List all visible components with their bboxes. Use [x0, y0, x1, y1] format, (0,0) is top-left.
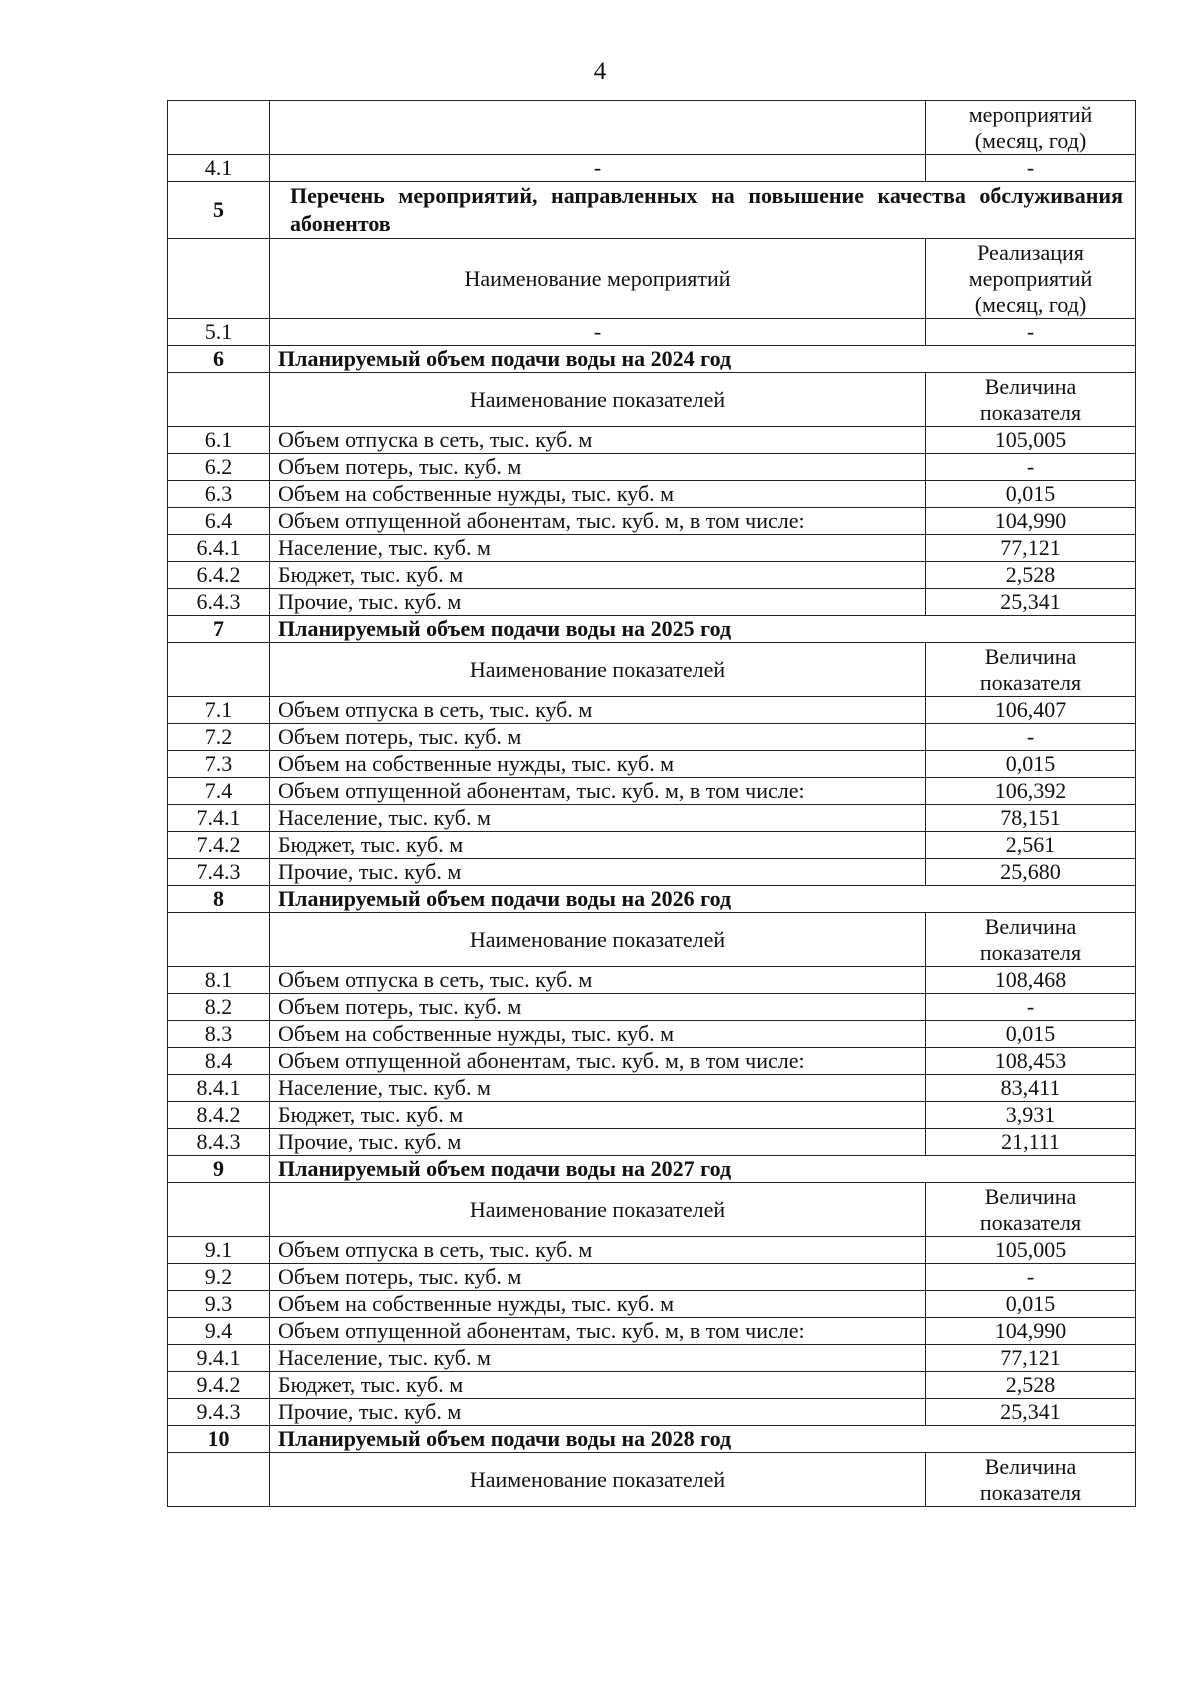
row-number: 7.4 — [168, 778, 270, 805]
table-row — [168, 1318, 1136, 1345]
header-line: Величина — [984, 913, 1077, 939]
row-number: 8.1 — [168, 967, 270, 994]
section-number: 6 — [168, 346, 270, 373]
section-number: 7 — [168, 616, 270, 643]
column-header-value — [926, 913, 1136, 967]
section-number: 9 — [168, 1156, 270, 1183]
indicator-value: 25,341 — [926, 1399, 1136, 1426]
indicator-name: Объем отпущенной абонентам, тыс. куб. м, в том числе: — [270, 1048, 926, 1075]
header-line: показателя — [979, 399, 1082, 425]
indicator-name: Объем потерь, тыс. куб. м — [270, 454, 926, 481]
row-number: 7.1 — [168, 697, 270, 724]
indicator-name: Население, тыс. куб. м — [270, 535, 926, 562]
header-line: мероприятий — [968, 101, 1093, 127]
row-number: 5.1 — [168, 319, 270, 346]
table-row — [168, 1129, 1136, 1156]
indicator-value: 108,468 — [926, 967, 1136, 994]
indicator-value: - — [926, 454, 1136, 481]
section-row — [168, 182, 1136, 239]
table-row — [168, 697, 1136, 724]
header-line: мероприятий — [968, 265, 1093, 291]
indicator-value: 2,561 — [926, 832, 1136, 859]
indicator-name: - — [270, 319, 926, 346]
table-row — [168, 1345, 1136, 1372]
section-row — [168, 346, 1136, 373]
header-line: показателя — [979, 1479, 1082, 1505]
table-row — [168, 427, 1136, 454]
column-header-row — [168, 643, 1136, 697]
indicator-name: Объем отпущенной абонентам, тыс. куб. м, в том числе: — [270, 1318, 926, 1345]
indicator-value: 21,111 — [926, 1129, 1136, 1156]
header-number-cell — [168, 373, 270, 427]
indicator-name: Прочие, тыс. куб. м — [270, 1399, 926, 1426]
table-row — [168, 832, 1136, 859]
row-number: 8.3 — [168, 1021, 270, 1048]
column-header-name: Наименование показателей — [270, 373, 926, 427]
header-line: Величина — [984, 1453, 1077, 1479]
section-number: 10 — [168, 1426, 270, 1453]
row-number: 8.2 — [168, 994, 270, 1021]
row-number: 6.4.2 — [168, 562, 270, 589]
table-row — [168, 859, 1136, 886]
column-header-value — [926, 1183, 1136, 1237]
row-number: 9.4.2 — [168, 1372, 270, 1399]
indicator-value: - — [926, 1264, 1136, 1291]
indicator-name: Объем на собственные нужды, тыс. куб. м — [270, 481, 926, 508]
section-title: Планируемый объем подачи воды на 2028 год — [270, 1426, 1136, 1453]
indicator-name: Бюджет, тыс. куб. м — [270, 1102, 926, 1129]
indicator-name: Объем потерь, тыс. куб. м — [270, 1264, 926, 1291]
column-header-row — [168, 1183, 1136, 1237]
table-row — [168, 751, 1136, 778]
section-row — [168, 886, 1136, 913]
table-row — [168, 1399, 1136, 1426]
row-number: 9.3 — [168, 1291, 270, 1318]
column-header-name: Наименование показателей — [270, 1453, 926, 1507]
row-number: 6.4.3 — [168, 589, 270, 616]
table-row — [168, 778, 1136, 805]
row-number: 8.4.1 — [168, 1075, 270, 1102]
table-row — [168, 1102, 1136, 1129]
indicator-value: 77,121 — [926, 535, 1136, 562]
section-row — [168, 1426, 1136, 1453]
indicator-name: Объем отпуска в сеть, тыс. куб. м — [270, 427, 926, 454]
row-number: 9.2 — [168, 1264, 270, 1291]
column-header-row — [168, 1453, 1136, 1507]
table-row — [168, 1372, 1136, 1399]
indicator-name: Прочие, тыс. куб. м — [270, 859, 926, 886]
indicator-name: - — [270, 155, 926, 182]
table-row — [168, 724, 1136, 751]
continued-header-row — [168, 101, 1136, 155]
table-row — [168, 319, 1136, 346]
indicator-value: 104,990 — [926, 508, 1136, 535]
table-row — [168, 994, 1136, 1021]
header-line: (месяц, год) — [974, 291, 1087, 317]
row-number: 7.2 — [168, 724, 270, 751]
table-row — [168, 535, 1136, 562]
indicator-value: 105,005 — [926, 427, 1136, 454]
indicator-name: Объем на собственные нужды, тыс. куб. м — [270, 1291, 926, 1318]
header-number-cell — [168, 643, 270, 697]
indicator-value: - — [926, 155, 1136, 182]
column-header-name: Наименование мероприятий — [270, 239, 926, 319]
row-number: 6.2 — [168, 454, 270, 481]
column-header-value — [926, 239, 1136, 319]
indicator-value: 104,990 — [926, 1318, 1136, 1345]
indicator-name: Объем потерь, тыс. куб. м — [270, 994, 926, 1021]
header-line: показателя — [979, 939, 1082, 965]
column-header-row — [168, 239, 1136, 319]
indicator-name: Объем отпущенной абонентам, тыс. куб. м, в том числе: — [270, 508, 926, 535]
column-header-row — [168, 913, 1136, 967]
section-title: Перечень мероприятий, направленных на повышение качества обслуживания абонентов — [270, 182, 1136, 239]
header-line: Величина — [984, 1183, 1077, 1209]
indicator-value: 2,528 — [926, 562, 1136, 589]
header-line: показателя — [979, 1209, 1082, 1235]
indicator-value: 77,121 — [926, 1345, 1136, 1372]
indicator-value: 2,528 — [926, 1372, 1136, 1399]
indicator-value: 25,680 — [926, 859, 1136, 886]
column-header-name: Наименование показателей — [270, 913, 926, 967]
header-line: Величина — [984, 643, 1077, 669]
row-number: 9.1 — [168, 1237, 270, 1264]
header-line: показателя — [979, 669, 1082, 695]
indicator-value: - — [926, 319, 1136, 346]
column-header-name: Наименование показателей — [270, 1183, 926, 1237]
indicator-name: Объем на собственные нужды, тыс. куб. м — [270, 751, 926, 778]
table-row — [168, 508, 1136, 535]
indicator-name: Объем отпущенной абонентам, тыс. куб. м, в том числе: — [270, 778, 926, 805]
row-number: 8.4.3 — [168, 1129, 270, 1156]
row-number: 9.4 — [168, 1318, 270, 1345]
indicator-name: Население, тыс. куб. м — [270, 1345, 926, 1372]
indicator-name: Бюджет, тыс. куб. м — [270, 832, 926, 859]
indicator-value: 106,392 — [926, 778, 1136, 805]
table-row — [168, 1291, 1136, 1318]
column-header-value — [926, 1453, 1136, 1507]
row-number: 6.3 — [168, 481, 270, 508]
indicator-value: 3,931 — [926, 1102, 1136, 1129]
row-number: 4.1 — [168, 155, 270, 182]
row-number: 7.4.2 — [168, 832, 270, 859]
indicator-name: Население, тыс. куб. м — [270, 1075, 926, 1102]
indicator-value: 0,015 — [926, 481, 1136, 508]
row-number: 6.1 — [168, 427, 270, 454]
table-row — [168, 805, 1136, 832]
indicator-name: Население, тыс. куб. м — [270, 805, 926, 832]
table-row — [168, 1075, 1136, 1102]
indicator-name: Прочие, тыс. куб. м — [270, 1129, 926, 1156]
table-row — [168, 454, 1136, 481]
table-row — [168, 967, 1136, 994]
indicator-value: 0,015 — [926, 1291, 1136, 1318]
page-number: 4 — [593, 58, 607, 85]
indicator-value: 83,411 — [926, 1075, 1136, 1102]
indicator-value: 105,005 — [926, 1237, 1136, 1264]
row-number: 7.3 — [168, 751, 270, 778]
indicator-value: 0,015 — [926, 751, 1136, 778]
row-number: 7.4.1 — [168, 805, 270, 832]
indicator-value: 106,407 — [926, 697, 1136, 724]
row-number: 8.4.2 — [168, 1102, 270, 1129]
indicators-table-body — [168, 101, 1136, 1507]
row-number-cell — [168, 101, 270, 155]
indicator-name: Объем на собственные нужды, тыс. куб. м — [270, 1021, 926, 1048]
row-number: 8.4 — [168, 1048, 270, 1075]
table-row — [168, 155, 1136, 182]
header-number-cell — [168, 1183, 270, 1237]
indicator-value: 78,151 — [926, 805, 1136, 832]
continued-header-cell — [926, 101, 1136, 155]
header-line: Величина — [984, 373, 1077, 399]
indicator-value: - — [926, 724, 1136, 751]
indicator-value: 25,341 — [926, 589, 1136, 616]
section-number: 5 — [168, 182, 270, 239]
column-header-row — [168, 373, 1136, 427]
section-title: Планируемый объем подачи воды на 2027 год — [270, 1156, 1136, 1183]
header-line: (месяц, год) — [974, 127, 1087, 153]
table-row — [168, 1048, 1136, 1075]
section-row — [168, 1156, 1136, 1183]
indicator-name: Прочие, тыс. куб. м — [270, 589, 926, 616]
table-row — [168, 481, 1136, 508]
indicator-value: 0,015 — [926, 1021, 1136, 1048]
row-number: 6.4.1 — [168, 535, 270, 562]
header-number-cell — [168, 239, 270, 319]
indicator-name: Объем отпуска в сеть, тыс. куб. м — [270, 1237, 926, 1264]
row-number: 9.4.3 — [168, 1399, 270, 1426]
indicator-name: Объем отпуска в сеть, тыс. куб. м — [270, 697, 926, 724]
row-number: 9.4.1 — [168, 1345, 270, 1372]
indicator-name: Объем потерь, тыс. куб. м — [270, 724, 926, 751]
table-row — [168, 1021, 1136, 1048]
table-row — [168, 589, 1136, 616]
column-header-value — [926, 373, 1136, 427]
indicator-value: - — [926, 994, 1136, 1021]
row-name-cell — [270, 101, 926, 155]
section-number: 8 — [168, 886, 270, 913]
indicator-name: Бюджет, тыс. куб. м — [270, 562, 926, 589]
section-title: Планируемый объем подачи воды на 2025 год — [270, 616, 1136, 643]
header-line: Реализация — [977, 239, 1084, 265]
header-number-cell — [168, 913, 270, 967]
table-row — [168, 1264, 1136, 1291]
table-row — [168, 562, 1136, 589]
indicator-name: Объем отпуска в сеть, тыс. куб. м — [270, 967, 926, 994]
row-number: 6.4 — [168, 508, 270, 535]
section-title: Планируемый объем подачи воды на 2024 год — [270, 346, 1136, 373]
row-number: 7.4.3 — [168, 859, 270, 886]
header-number-cell — [168, 1453, 270, 1507]
indicator-name: Бюджет, тыс. куб. м — [270, 1372, 926, 1399]
indicators-table — [167, 100, 1136, 1507]
section-row — [168, 616, 1136, 643]
column-header-value — [926, 643, 1136, 697]
indicator-value: 108,453 — [926, 1048, 1136, 1075]
section-title: Планируемый объем подачи воды на 2026 год — [270, 886, 1136, 913]
table-row — [168, 1237, 1136, 1264]
column-header-name: Наименование показателей — [270, 643, 926, 697]
